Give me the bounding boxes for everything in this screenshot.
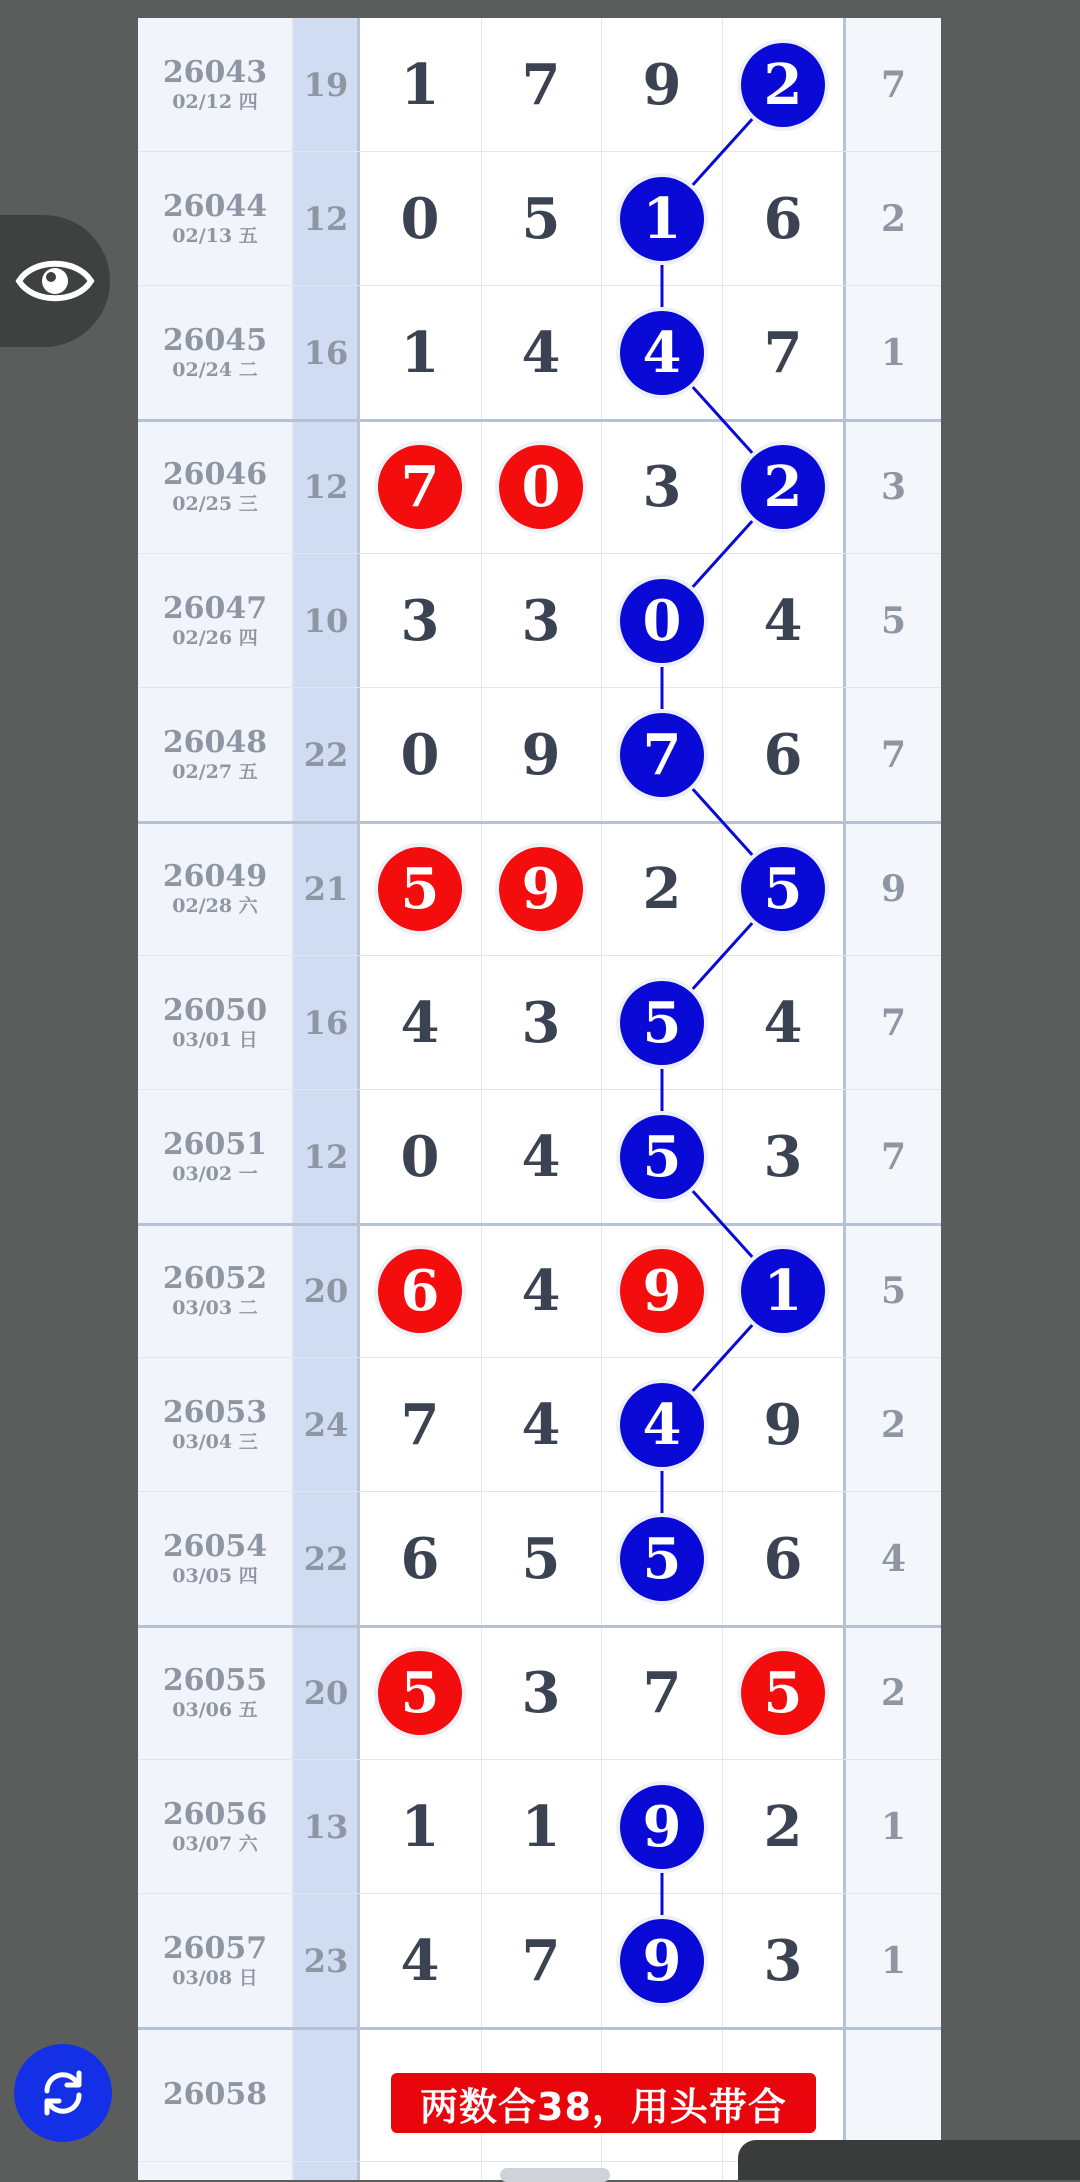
sum-value: 21 — [303, 870, 349, 908]
trend-table[interactable] — [138, 18, 941, 2180]
tail-value: 2 — [880, 1404, 907, 1446]
issue-date: 03/05 四 — [172, 1565, 258, 1587]
digit: 5 — [521, 186, 561, 252]
digit-cell — [360, 554, 480, 688]
table-row — [138, 688, 941, 822]
issue-date: 02/13 五 — [172, 225, 258, 247]
digit: 7 — [400, 1392, 440, 1458]
tail-value: 2 — [880, 1672, 907, 1714]
digit: 4 — [763, 990, 803, 1056]
digit-cell — [723, 1224, 843, 1358]
tail-value: 7 — [880, 734, 907, 776]
tail-value: 5 — [880, 1270, 907, 1312]
digit-cell — [481, 286, 601, 420]
digit-cell — [602, 1090, 722, 1224]
issue-number: 26051 — [162, 1127, 268, 1162]
red-ball: 7 — [378, 445, 462, 529]
sum-value: 13 — [303, 1808, 349, 1846]
blue-ball: 4 — [620, 1383, 704, 1467]
blue-ball: 0 — [620, 579, 704, 663]
eye-toggle-button[interactable] — [0, 215, 110, 347]
issue-cell — [138, 688, 292, 822]
issue-date: 03/08 日 — [172, 1967, 258, 1989]
digit: 0 — [400, 186, 440, 252]
digit: 4 — [521, 1124, 561, 1190]
digit-cell — [602, 688, 722, 822]
digit-cell — [481, 1224, 601, 1358]
digit-cell — [481, 1894, 601, 2028]
digit-cell — [481, 956, 601, 1090]
issue-date: 02/27 五 — [172, 761, 258, 783]
tail-value: 1 — [880, 1806, 907, 1848]
table-row — [138, 1894, 941, 2028]
issue-date: 03/07 六 — [172, 1833, 258, 1855]
issue-date: 02/12 四 — [172, 91, 258, 113]
sum-value — [294, 2028, 358, 2162]
sum-value: 12 — [303, 200, 349, 238]
digit-cell — [360, 152, 480, 286]
issue-date: 03/04 三 — [172, 1431, 258, 1453]
issue-cell — [138, 152, 292, 286]
digit-cell — [602, 822, 722, 956]
table-row — [138, 1224, 941, 1358]
blue-ball: 5 — [620, 981, 704, 1065]
tail-value: 2 — [880, 198, 907, 240]
digit-cell — [481, 1492, 601, 1626]
tail-value: 1 — [880, 332, 907, 374]
digit-cell — [602, 1224, 722, 1358]
issue-date: 02/24 二 — [172, 359, 258, 381]
red-ball: 0 — [499, 445, 583, 529]
sum-value: 24 — [303, 1406, 349, 1444]
digit-cell — [360, 286, 480, 420]
digit-cell — [723, 420, 843, 554]
digit: 6 — [400, 1526, 440, 1592]
digit: 0 — [400, 722, 440, 788]
digit: 2 — [763, 1794, 803, 1860]
digit: 2 — [642, 856, 682, 922]
red-ball: 5 — [741, 1651, 825, 1735]
digit-cell — [481, 1090, 601, 1224]
digit-cell — [723, 822, 843, 956]
issue-cell — [138, 1492, 292, 1626]
blue-ball: 4 — [620, 311, 704, 395]
issue-cell — [138, 1224, 292, 1358]
digit: 7 — [763, 320, 803, 386]
digit: 3 — [763, 1928, 803, 1994]
blue-ball: 9 — [620, 1919, 704, 2003]
digit: 9 — [521, 722, 561, 788]
digit: 4 — [400, 990, 440, 1056]
digit-cell — [360, 1224, 480, 1358]
digit: 6 — [763, 186, 803, 252]
digit-cell — [602, 1358, 722, 1492]
digit-cell — [360, 1358, 480, 1492]
bottom-toolbar — [738, 2140, 1080, 2180]
digit-cell — [602, 1894, 722, 2028]
blue-ball: 2 — [741, 445, 825, 529]
digit: 9 — [642, 52, 682, 118]
table-row — [138, 152, 941, 286]
issue-cell — [138, 1626, 292, 1760]
blue-ball: 5 — [620, 1115, 704, 1199]
issue-date: 03/03 二 — [172, 1297, 258, 1319]
red-ball: 5 — [378, 847, 462, 931]
blue-ball: 9 — [620, 1785, 704, 1869]
table-row — [138, 1626, 941, 1760]
digit-cell — [723, 554, 843, 688]
sum-value: 12 — [303, 468, 349, 506]
digit: 7 — [521, 1928, 561, 1994]
sum-value: 20 — [303, 1674, 349, 1712]
digit-cell — [723, 286, 843, 420]
table-row — [138, 822, 941, 956]
digit-cell — [360, 1090, 480, 1224]
issue-date: 02/28 六 — [172, 895, 258, 917]
tail-value: 1 — [880, 1940, 907, 1982]
digit: 3 — [642, 454, 682, 520]
digit-cell — [360, 1626, 480, 1760]
red-ball: 5 — [378, 1651, 462, 1735]
digit: 1 — [400, 52, 440, 118]
tail-value: 5 — [880, 600, 907, 642]
digit-cell — [602, 1492, 722, 1626]
blue-ball: 2 — [741, 43, 825, 127]
digit-cell — [723, 956, 843, 1090]
table-row — [138, 1358, 941, 1492]
refresh-button[interactable] — [14, 2044, 112, 2142]
digit-cell — [602, 420, 722, 554]
tail-value: 7 — [880, 64, 907, 106]
blue-ball: 5 — [741, 847, 825, 931]
digit-cell — [723, 1358, 843, 1492]
digit: 6 — [763, 1526, 803, 1592]
digit: 9 — [763, 1392, 803, 1458]
digit-cell — [602, 18, 722, 152]
table-row — [138, 956, 941, 1090]
sum-value: 22 — [303, 736, 349, 774]
digit: 0 — [400, 1124, 440, 1190]
digit: 4 — [521, 1392, 561, 1458]
digit-cell — [481, 822, 601, 956]
issue-cell — [138, 554, 292, 688]
table-row — [138, 18, 941, 152]
digit: 3 — [521, 990, 561, 1056]
issue-number: 26058 — [162, 2077, 268, 2112]
digit-cell — [481, 1760, 601, 1894]
red-ball: 9 — [620, 1249, 704, 1333]
table-row — [138, 1090, 941, 1224]
issue-number: 26046 — [162, 457, 268, 492]
sum-value: 10 — [303, 602, 349, 640]
digit: 1 — [521, 1794, 561, 1860]
issue-date: 03/02 一 — [172, 1163, 258, 1185]
tail-value: 7 — [880, 1002, 907, 1044]
digit: 4 — [521, 1258, 561, 1324]
issue-date: 02/26 四 — [172, 627, 258, 649]
blue-ball: 1 — [741, 1249, 825, 1333]
issue-cell — [138, 1760, 292, 1894]
digit-cell — [360, 1492, 480, 1626]
digit: 6 — [763, 722, 803, 788]
eye-icon — [15, 254, 95, 308]
red-ball: 9 — [499, 847, 583, 931]
digit-cell — [602, 1760, 722, 1894]
digit-cell — [481, 1626, 601, 1760]
digit: 3 — [521, 588, 561, 654]
digit-cell — [602, 152, 722, 286]
issue-cell — [138, 1090, 292, 1224]
issue-cell — [138, 286, 292, 420]
sum-value: 23 — [303, 1942, 349, 1980]
issue-number: 26050 — [162, 993, 268, 1028]
issue-number: 26048 — [162, 725, 268, 760]
digit: 7 — [642, 1660, 682, 1726]
digit-cell — [723, 1760, 843, 1894]
digit-cell — [481, 18, 601, 152]
digit-cell — [723, 1090, 843, 1224]
digit-cell — [360, 18, 480, 152]
digit: 1 — [400, 1794, 440, 1860]
issue-number: 26047 — [162, 591, 268, 626]
issue-cell — [138, 2028, 292, 2162]
sum-value: 12 — [303, 1138, 349, 1176]
red-ball: 6 — [378, 1249, 462, 1333]
digit-cell — [360, 1894, 480, 2028]
digit-cell — [602, 286, 722, 420]
issue-cell — [138, 956, 292, 1090]
digit-cell — [481, 1358, 601, 1492]
digit: 3 — [521, 1660, 561, 1726]
sum-value: 20 — [303, 1272, 349, 1310]
sum-value: 22 — [303, 1540, 349, 1578]
tail-value: 3 — [880, 466, 907, 508]
table-row — [138, 1760, 941, 1894]
digit: 7 — [521, 52, 561, 118]
digit: 4 — [521, 320, 561, 386]
digit-cell — [360, 688, 480, 822]
issue-date: 03/06 五 — [172, 1699, 258, 1721]
tail-value: 7 — [880, 1136, 907, 1178]
issue-number: 26053 — [162, 1395, 268, 1430]
digit: 5 — [521, 1526, 561, 1592]
issue-cell — [138, 1894, 292, 2028]
digit: 4 — [400, 1928, 440, 1994]
table-row — [138, 554, 941, 688]
digit-cell — [360, 956, 480, 1090]
digit-cell — [481, 688, 601, 822]
issue-number: 26044 — [162, 189, 268, 224]
issue-number: 26057 — [162, 1931, 268, 1966]
digit-cell — [481, 554, 601, 688]
issue-date: 03/01 日 — [172, 1029, 258, 1051]
issue-number: 26054 — [162, 1529, 268, 1564]
digit-cell — [481, 420, 601, 554]
digit-cell — [723, 152, 843, 286]
digit-cell — [360, 1760, 480, 1894]
digit-cell — [723, 1626, 843, 1760]
digit: 3 — [400, 588, 440, 654]
digit-cell — [723, 1894, 843, 2028]
issue-date: 02/25 三 — [172, 493, 258, 515]
table-row — [138, 286, 941, 420]
refresh-icon — [35, 2065, 91, 2121]
tail-value: 9 — [880, 868, 907, 910]
issue-number: 26043 — [162, 55, 268, 90]
table-row — [138, 420, 941, 554]
digit-cell — [360, 420, 480, 554]
digit: 4 — [763, 588, 803, 654]
issue-number: 26049 — [162, 859, 268, 894]
issue-cell — [138, 420, 292, 554]
digit-cell — [360, 822, 480, 956]
digit-cell — [723, 1492, 843, 1626]
sum-value: 16 — [303, 1004, 349, 1042]
digit-cell — [481, 152, 601, 286]
blue-ball: 1 — [620, 177, 704, 261]
issue-number: 26052 — [162, 1261, 268, 1296]
digit-cell — [723, 18, 843, 152]
sum-value: 16 — [303, 334, 349, 372]
tip-banner: 两数合38，用头带合 — [391, 2073, 816, 2133]
table-row — [138, 1492, 941, 1626]
issue-cell — [138, 18, 292, 152]
issue-number: 26045 — [162, 323, 268, 358]
issue-cell — [138, 822, 292, 956]
digit-cell — [723, 688, 843, 822]
issue-number: 26055 — [162, 1663, 268, 1698]
digit-cell — [602, 554, 722, 688]
issue-cell — [138, 1358, 292, 1492]
digit: 3 — [763, 1124, 803, 1190]
digit-cell — [602, 1626, 722, 1760]
digit-cell — [602, 956, 722, 1090]
digit: 1 — [400, 320, 440, 386]
tail-value: 4 — [880, 1538, 907, 1580]
sum-value: 19 — [303, 66, 349, 104]
blue-ball: 5 — [620, 1517, 704, 1601]
issue-number: 26056 — [162, 1797, 268, 1832]
blue-ball: 7 — [620, 713, 704, 797]
